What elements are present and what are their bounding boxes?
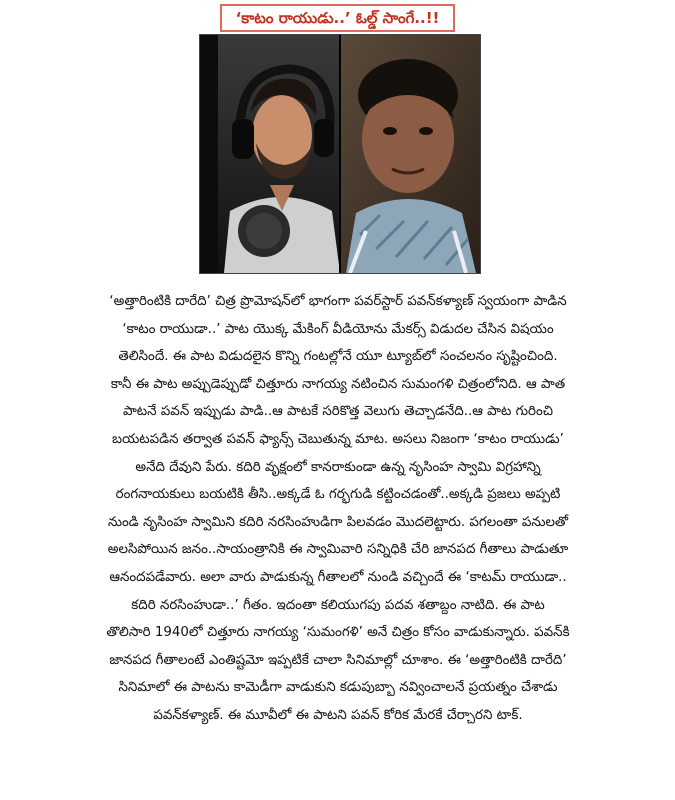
- body-line: తెలిసిందే. ఈ పాట విడుదలైన కొన్ని గంటల్లోనే యూ ట్యూబ్‌లో సంచలనం సృష్టించింది.: [118, 349, 558, 365]
- body-line: కదిరి నరసింహుడా..’ గీతం. ఇదంతా కలియుగపు పదవ శతాబ్దం నాటిది. ఈ పాట: [131, 597, 545, 613]
- body-line: పాటనే పవన్ ఇప్పుడు పాడి..ఆ పాటకే సరికొత్త వెలుగు తెచ్చాడనేది..ఆ పాట గురించి: [122, 404, 554, 420]
- body-line: నుండి నృసింహ స్వామిని కదిరి నరసింహుడిగా పిలవడం మొదలెట్టారు. పగలంతా పనులతో: [107, 514, 569, 530]
- body-line: తొలిసారి 1940లో చిత్తూరు నాగయ్య ‘సుమంగళి’ అనే చిత్రం కోసం వాడుకున్నారు. పవన్‌కి: [106, 625, 570, 641]
- body-line: ‘కాటం రాయుడా..’ పాట యొక్క మేకింగ్ వీడియోను మేకర్స్ విడుదల చేసిన విషయం: [122, 321, 554, 337]
- body-line: ‘అత్తారింటికి దారేది’ చిత్ర ప్రొమోషన్‌లో భాగంగా పవర్‌స్టార్ పవన్‌కళ్యాణ్ స్వయంగా పాడిన: [109, 294, 567, 309]
- body-line: జానపద గీతాలంటే ఎంతిష్టమో ఇప్పటికే చాలా సినిమాల్లో చూశాం. ఈ ‘అత్తారింటికి దారేది’: [109, 652, 567, 668]
- body-line: అలసిపోయిన జనం..సాయంత్రానికి ఈ స్వామివారి సన్నిధికి చేరి జానపద గీతాలు పాడుతూ: [107, 542, 569, 558]
- article-photo: [199, 34, 481, 274]
- article-body: [12, 288, 664, 730]
- body-line: రంగనాయకులు బయటికి తీసి..అక్కడే ఓ గర్భగుడి కట్టించడంతో..అక్కడి ప్రజలు అప్పటి: [115, 487, 561, 503]
- body-line: సినిమాలో ఈ పాటను కామెడీగా వాడుకుని కడుపుబ్బా నవ్వించాలనే ప్రయత్నం చేశాడు: [118, 680, 558, 696]
- body-line: ఆనందపడేవారు. అలా వారు పాడుకున్న గీతాలలో నుండి వచ్చిందే ఈ ‘కాటమ్ రాయుడా..: [109, 569, 567, 585]
- body-line: బయటపడిన తర్వాత పవన్ ఫ్యాన్స్ చెబుతున్న మాట. అసలు నిజంగా ‘కాటం రాయుడు’: [112, 431, 564, 447]
- title-bar: [0, 0, 675, 36]
- body-line: కానీ ఈ పాట అప్పుడెప్పుడో చిత్తూరు నాగయ్య నటించిన సుమంగళి చిత్రంలోనిది. ఆ పాత: [110, 376, 566, 392]
- left-portrait: [200, 35, 340, 273]
- article-title: ‘కాటం రాయుడు..’ ఓల్డ్ సాంగే..!!: [220, 4, 456, 32]
- right-portrait: [340, 35, 480, 273]
- body-line: అనేది దేవుని పేరు. కదిరి వృక్షంలో కానరాకుండా ఉన్న నృసింహ స్వామి విగ్రహాన్ని: [135, 459, 541, 475]
- body-line: పవన్‌కళ్యాణ్. ఈ మూవీలో ఈ పాటని పవన్ కోరిక మేరకే చేర్చారని టాక్.: [153, 707, 523, 723]
